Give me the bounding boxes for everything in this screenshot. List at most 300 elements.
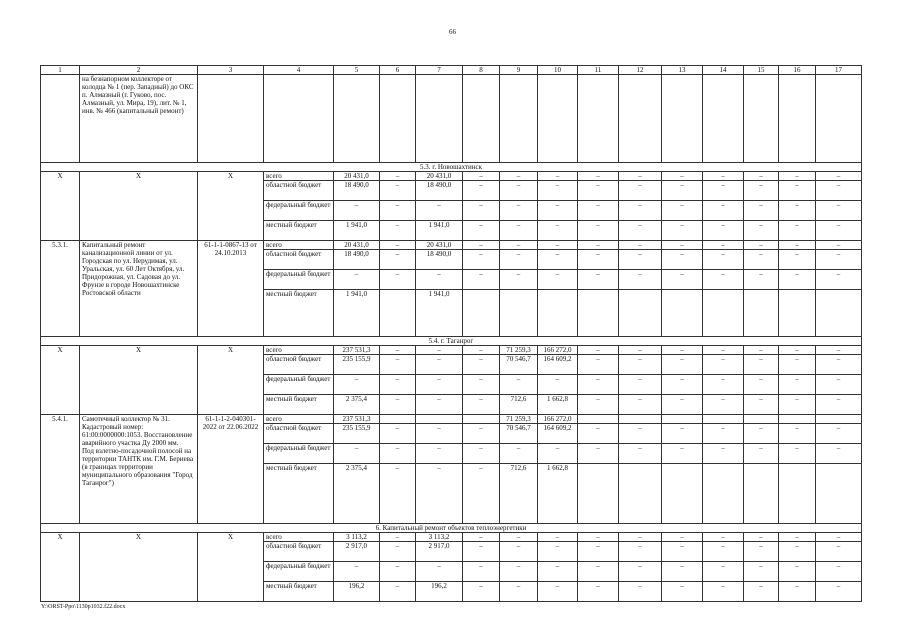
section-title: 6. Капитальный ремонт объектов теплоэнергетики [41, 524, 862, 533]
table-cell [703, 464, 744, 524]
dash-cell: – [662, 355, 703, 375]
dash-cell: – [662, 181, 703, 201]
table-cell [816, 290, 862, 337]
dash-cell: – [619, 201, 662, 221]
column-number: 5 [334, 66, 380, 75]
dash-cell: – [463, 464, 500, 524]
budget-category: всего [264, 241, 334, 250]
dash-cell: – [744, 395, 779, 415]
dash-cell: – [463, 375, 500, 395]
dash-cell: – [538, 542, 578, 562]
dash-cell: – [619, 542, 662, 562]
dash-cell: – [619, 444, 662, 464]
dash-cell: – [619, 424, 662, 444]
dash-cell: – [578, 533, 619, 542]
value-cell: 166 272,0 [538, 415, 578, 424]
dash-cell: – [744, 172, 779, 181]
dash-cell: – [662, 424, 703, 444]
dash-cell: – [703, 241, 744, 250]
dash-cell: – [463, 181, 500, 201]
dash-cell: – [538, 582, 578, 602]
dash-cell: – [662, 172, 703, 181]
dash-cell: – [619, 241, 662, 250]
object-name-part: Самотечный коллектор № 31. Кадастровый номер: 61:00:0000000:1053. Восстановление аварийного участка Ду 2000 мм. [82, 415, 193, 447]
dash-cell: – [779, 346, 816, 355]
section-title-row [41, 337, 862, 346]
dash-cell: – [500, 582, 538, 602]
table-cell [578, 415, 619, 424]
dash-cell: – [416, 562, 463, 582]
dash-cell: – [538, 221, 578, 241]
table-cell [662, 464, 703, 524]
s531-row [41, 241, 862, 250]
value-cell: 70 546,7 [500, 424, 538, 444]
dash-cell: – [779, 241, 816, 250]
intro-row [41, 75, 862, 163]
dash-cell: – [703, 582, 744, 602]
object-name-part: Под взлетно-посадочной полосой на территории ТАНТК им. Г.М. Бериева (в границах территории муниципального образования "Город Таганрог") [82, 447, 194, 487]
dash-cell: – [578, 562, 619, 582]
s53-summary-row [41, 172, 862, 181]
dash-cell: – [703, 375, 744, 395]
table-cell [463, 415, 500, 424]
budget-category: всего [264, 415, 334, 424]
value-cell: 1 662,8 [538, 395, 578, 415]
value-cell: 3 113,2 [334, 533, 380, 542]
dash-cell: – [744, 542, 779, 562]
budget-category: областной бюджет [264, 181, 334, 201]
section-title: 5.4. г. Таганрог [41, 337, 862, 346]
dash-cell: – [816, 562, 862, 582]
dash-cell: – [578, 221, 619, 241]
budget-category: местный бюджет [264, 582, 334, 602]
dash-cell: – [779, 533, 816, 542]
dash-cell: – [662, 444, 703, 464]
dash-cell: – [744, 355, 779, 375]
dash-cell: – [578, 250, 619, 270]
dash-cell: – [463, 424, 500, 444]
dash-cell: – [744, 250, 779, 270]
object-name: Капитальный ремонт канализационной линии от ул. Городская по ул. Нерудимая, ул. Уральская, ул. 60 Лет Октября, ул. Придорожная, ул. Садовая до ул. Фрунзе в городе Новошахтинске Ростовской области [80, 241, 198, 337]
dash-cell: – [500, 444, 538, 464]
table-cell [538, 75, 578, 163]
value-cell: 2 375,4 [334, 395, 380, 415]
dash-cell: – [816, 395, 862, 415]
table-cell [619, 464, 662, 524]
value-cell: 71 259,3 [500, 415, 538, 424]
table-cell [779, 290, 816, 337]
column-number: 1 [41, 66, 80, 75]
table-cell [779, 75, 816, 163]
dash-cell: – [500, 181, 538, 201]
budget-category: областной бюджет [264, 250, 334, 270]
dash-cell: – [662, 270, 703, 290]
dash-cell: – [500, 533, 538, 542]
dash-cell: – [578, 172, 619, 181]
dash-cell: – [380, 201, 416, 221]
value-cell: 237 531,3 [334, 415, 380, 424]
table-cell [463, 290, 500, 337]
dash-cell: – [816, 241, 862, 250]
table-cell [744, 75, 779, 163]
dash-cell: – [703, 533, 744, 542]
table-cell [744, 290, 779, 337]
dash-cell: – [779, 395, 816, 415]
dash-cell: – [744, 375, 779, 395]
budget-category: областной бюджет [264, 355, 334, 375]
table-cell [662, 290, 703, 337]
dash-cell: – [779, 444, 816, 464]
dash-cell: – [703, 181, 744, 201]
x-mark: X [80, 533, 198, 602]
table-cell [380, 415, 416, 424]
dash-cell: – [463, 444, 500, 464]
dash-cell: – [416, 201, 463, 221]
dash-cell: – [538, 444, 578, 464]
x-mark: X [80, 172, 198, 241]
budget-table [40, 65, 862, 602]
dash-cell: – [578, 181, 619, 201]
value-cell: 166 272,0 [538, 346, 578, 355]
dash-cell: – [538, 375, 578, 395]
column-number: 3 [198, 66, 264, 75]
table-cell [334, 75, 380, 163]
value-cell: 3 113,2 [416, 533, 463, 542]
table-cell [380, 290, 416, 337]
dash-cell: – [380, 582, 416, 602]
table-cell [619, 290, 662, 337]
value-cell: 712,6 [500, 395, 538, 415]
x-mark: X [41, 346, 80, 415]
value-cell: 235 155,9 [334, 424, 380, 444]
dash-cell: – [779, 181, 816, 201]
column-number: 10 [538, 66, 578, 75]
dash-cell: – [619, 562, 662, 582]
dash-cell: – [500, 542, 538, 562]
object-name: на безнапорном коллекторе от колодца № 1 (пер. Западный) до ОКС п. Алмазный (г. Гуково, пос. Алмазный, ул. Мира, 19), лит. № 1, инв. № 466 (капитальный ремонт) [80, 75, 198, 163]
table-cell [744, 415, 779, 424]
dash-cell: – [500, 250, 538, 270]
value-cell: 1 662,8 [538, 464, 578, 524]
value-cell: 196,2 [416, 582, 463, 602]
dash-cell: – [578, 582, 619, 602]
x-mark: X [198, 533, 264, 602]
dash-cell: – [744, 270, 779, 290]
dash-cell: – [662, 346, 703, 355]
dash-cell: – [463, 346, 500, 355]
dash-cell: – [380, 355, 416, 375]
table-cell [779, 464, 816, 524]
dash-cell: – [500, 375, 538, 395]
table-cell [816, 464, 862, 524]
dash-cell: – [416, 444, 463, 464]
project-code: 61-1-1-2-040301-2022 от 22.06.2022 [198, 415, 264, 524]
dash-cell: – [703, 250, 744, 270]
dash-cell: – [538, 533, 578, 542]
dash-cell: – [703, 395, 744, 415]
dash-cell: – [703, 221, 744, 241]
value-cell: 164 609,2 [538, 355, 578, 375]
dash-cell: – [538, 562, 578, 582]
dash-cell: – [662, 221, 703, 241]
dash-cell: – [703, 270, 744, 290]
header-row [41, 66, 862, 75]
budget-category: местный бюджет [264, 290, 334, 337]
dash-cell: – [380, 346, 416, 355]
dash-cell: – [538, 270, 578, 290]
dash-cell: – [578, 375, 619, 395]
dash-cell: – [380, 375, 416, 395]
value-cell: 18 490,0 [416, 250, 463, 270]
dash-cell: – [463, 241, 500, 250]
dash-cell: – [779, 172, 816, 181]
dash-cell: – [816, 250, 862, 270]
budget-category: всего [264, 172, 334, 181]
dash-cell: – [334, 270, 380, 290]
dash-cell: – [703, 444, 744, 464]
dash-cell: – [538, 201, 578, 221]
value-cell: 71 259,3 [500, 346, 538, 355]
value-cell: 1 941,0 [416, 290, 463, 337]
dash-cell: – [380, 172, 416, 181]
table-cell [416, 415, 463, 424]
dash-cell: – [779, 562, 816, 582]
column-number: 14 [703, 66, 744, 75]
dash-cell: – [619, 346, 662, 355]
dash-cell: – [619, 270, 662, 290]
budget-category: федеральный бюджет [264, 270, 334, 290]
dash-cell: – [380, 270, 416, 290]
dash-cell: – [578, 270, 619, 290]
table-cell [816, 75, 862, 163]
dash-cell: – [416, 270, 463, 290]
dash-cell: – [703, 562, 744, 582]
dash-cell: – [416, 375, 463, 395]
dash-cell: – [538, 181, 578, 201]
dash-cell: – [619, 250, 662, 270]
dash-cell: – [578, 201, 619, 221]
budget-category: всего [264, 533, 334, 542]
value-cell: 70 546,7 [500, 355, 538, 375]
dash-cell: – [463, 270, 500, 290]
dash-cell: – [416, 346, 463, 355]
dash-cell: – [380, 221, 416, 241]
dash-cell: – [578, 424, 619, 444]
dash-cell: – [662, 542, 703, 562]
dash-cell: – [779, 582, 816, 602]
table-cell [619, 415, 662, 424]
column-number: 17 [816, 66, 862, 75]
s54-summary-row [41, 346, 862, 355]
column-number: 4 [264, 66, 334, 75]
value-cell: 2 917,0 [416, 542, 463, 562]
value-cell: 2 917,0 [334, 542, 380, 562]
value-cell: 1 941,0 [334, 221, 380, 241]
x-mark: X [80, 346, 198, 415]
dash-cell: – [463, 172, 500, 181]
x-mark: X [198, 172, 264, 241]
dash-cell: – [500, 201, 538, 221]
x-mark: X [198, 346, 264, 415]
dash-cell: – [662, 395, 703, 415]
column-number: 15 [744, 66, 779, 75]
budget-category: всего [264, 346, 334, 355]
dash-cell: – [779, 424, 816, 444]
value-cell: 1 941,0 [334, 290, 380, 337]
dash-cell: – [703, 424, 744, 444]
dash-cell: – [703, 172, 744, 181]
item-number: 5.3.1. [41, 241, 80, 337]
dash-cell: – [463, 355, 500, 375]
table-cell [264, 75, 334, 163]
table-cell [703, 290, 744, 337]
dash-cell: – [578, 355, 619, 375]
dash-cell: – [816, 424, 862, 444]
dash-cell: – [578, 444, 619, 464]
x-mark: X [41, 172, 80, 241]
dash-cell: – [779, 221, 816, 241]
budget-category: областной бюджет [264, 424, 334, 444]
dash-cell: – [744, 582, 779, 602]
dash-cell: – [380, 395, 416, 415]
dash-cell: – [538, 241, 578, 250]
dash-cell: – [779, 375, 816, 395]
value-cell: 20 431,0 [334, 172, 380, 181]
dash-cell: – [380, 533, 416, 542]
dash-cell: – [334, 562, 380, 582]
table-cell [744, 464, 779, 524]
dash-cell: – [578, 346, 619, 355]
column-number: 9 [500, 66, 538, 75]
budget-category: местный бюджет [264, 395, 334, 415]
dash-cell: – [380, 464, 416, 524]
item-number: 5.4.1. [41, 415, 80, 524]
dash-cell: – [703, 542, 744, 562]
dash-cell: – [538, 172, 578, 181]
value-cell: 2 375,4 [334, 464, 380, 524]
table-cell [662, 415, 703, 424]
table-cell [463, 75, 500, 163]
column-number: 6 [380, 66, 416, 75]
dash-cell: – [380, 181, 416, 201]
table-cell [779, 415, 816, 424]
dash-cell: – [380, 562, 416, 582]
dash-cell: – [380, 542, 416, 562]
value-cell: 712,6 [500, 464, 538, 524]
dash-cell: – [463, 533, 500, 542]
value-cell: 196,2 [334, 582, 380, 602]
column-number: 13 [662, 66, 703, 75]
dash-cell: – [744, 201, 779, 221]
dash-cell: – [619, 172, 662, 181]
table-cell [380, 75, 416, 163]
table-cell [500, 75, 538, 163]
dash-cell: – [463, 542, 500, 562]
column-number: 12 [619, 66, 662, 75]
s6-summary-row [41, 533, 862, 542]
dash-cell: – [816, 201, 862, 221]
dash-cell: – [538, 250, 578, 270]
column-number: 7 [416, 66, 463, 75]
dash-cell: – [744, 241, 779, 250]
dash-cell: – [744, 533, 779, 542]
table-cell [41, 75, 80, 163]
dash-cell: – [816, 355, 862, 375]
dash-cell: – [744, 444, 779, 464]
dash-cell: – [500, 270, 538, 290]
value-cell: 18 490,0 [334, 181, 380, 201]
dash-cell: – [816, 346, 862, 355]
table-cell [662, 75, 703, 163]
budget-category: местный бюджет [264, 464, 334, 524]
table-cell [703, 75, 744, 163]
dash-cell: – [816, 542, 862, 562]
s541-row [41, 415, 862, 424]
dash-cell: – [779, 542, 816, 562]
budget-category: местный бюджет [264, 221, 334, 241]
dash-cell: – [662, 582, 703, 602]
dash-cell: – [500, 562, 538, 582]
value-cell: 20 431,0 [416, 172, 463, 181]
dash-cell: – [619, 395, 662, 415]
dash-cell: – [662, 201, 703, 221]
value-cell: 20 431,0 [416, 241, 463, 250]
table-cell [416, 75, 463, 163]
dash-cell: – [334, 201, 380, 221]
dash-cell: – [816, 221, 862, 241]
dash-cell: – [380, 250, 416, 270]
object-name [80, 415, 198, 524]
table-cell [578, 75, 619, 163]
dash-cell: – [619, 181, 662, 201]
dash-cell: – [578, 395, 619, 415]
dash-cell: – [463, 250, 500, 270]
table-cell [578, 290, 619, 337]
dash-cell: – [744, 181, 779, 201]
value-cell: 18 490,0 [334, 250, 380, 270]
dash-cell: – [463, 582, 500, 602]
column-number: 16 [779, 66, 816, 75]
dash-cell: – [662, 533, 703, 542]
value-cell: 235 155,9 [334, 355, 380, 375]
dash-cell: – [578, 542, 619, 562]
table-cell [816, 415, 862, 424]
dash-cell: – [416, 424, 463, 444]
column-number: 11 [578, 66, 619, 75]
dash-cell: – [779, 270, 816, 290]
dash-cell: – [662, 241, 703, 250]
dash-cell: – [416, 464, 463, 524]
dash-cell: – [744, 562, 779, 582]
dash-cell: – [380, 241, 416, 250]
dash-cell: – [779, 250, 816, 270]
x-mark: X [41, 533, 80, 602]
dash-cell: – [334, 444, 380, 464]
dash-cell: – [619, 355, 662, 375]
page-number: 66 [449, 28, 456, 36]
dash-cell: – [779, 355, 816, 375]
dash-cell: – [463, 201, 500, 221]
dash-cell: – [619, 221, 662, 241]
table-cell [703, 415, 744, 424]
dash-cell: – [463, 562, 500, 582]
dash-cell: – [816, 444, 862, 464]
dash-cell: – [500, 221, 538, 241]
dash-cell: – [500, 172, 538, 181]
dash-cell: – [380, 444, 416, 464]
section-title-row [41, 524, 862, 533]
table-cell [198, 75, 264, 163]
